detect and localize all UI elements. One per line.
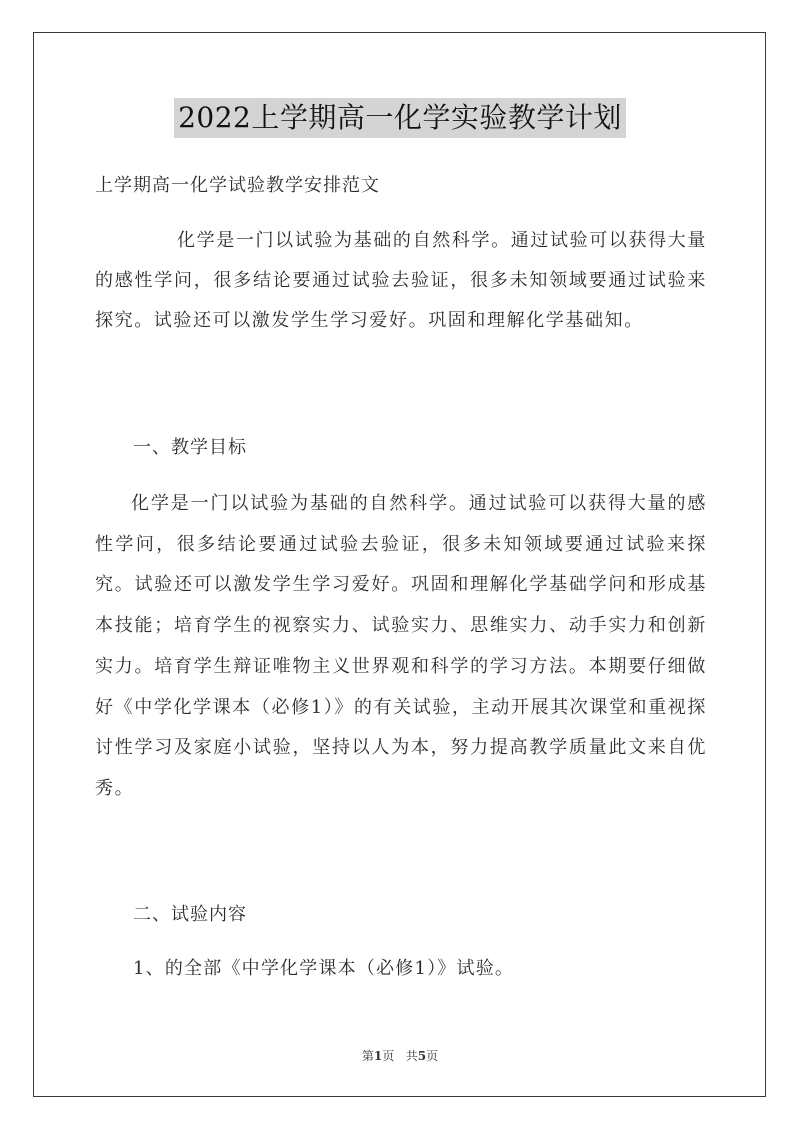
goals-paragraph: 化学是一门以试验为基础的自然科学。通过试验可以获得大量的感性学问，很多结论要通过试验去验证，很多未知领域要通过试验来探究。试验还可以激发学生学习爱好。巩固和理解化学基础学问和形成基本技能；培育学生的视察实力、试验实力、思维实力、动手实力和创新实力。培育学生辩证唯物主义世界观和科学的学习方法。本期要仔细做好《中学化学课本（必修1）》的有关试验，主动开展其次课堂和重视探讨性学习及家庭小试验，坚持以人为本，努力提高教学质量此文来自优秀。 bbox=[95, 493, 707, 799]
content-item-1: 1、的全部《中学化学课本（必修1）》试验。 bbox=[133, 958, 515, 979]
intro-paragraph: 化学是一门以试验为基础的自然科学。通过试验可以获得大量的感性学问，很多结论要通过试验去验证，很多未知领域要通过试验来探究。试验还可以激发学生学习爱好。巩固和理解化学基础知。 bbox=[95, 230, 707, 331]
document-title: 2022上学期高一化学实验教学计划 bbox=[174, 98, 626, 138]
section-heading-goals: 一、教学目标 bbox=[133, 437, 247, 458]
footer-page-number: 1 bbox=[373, 1049, 383, 1063]
footer-total-pages: 5 bbox=[417, 1049, 427, 1063]
footer-total-suffix: 页 bbox=[426, 1049, 439, 1063]
title-container bbox=[0, 98, 800, 138]
document-subtitle: 上学期高一化学试验教学安排范文 bbox=[95, 175, 380, 196]
section-heading-content: 二、试验内容 bbox=[133, 904, 247, 925]
footer-page-suffix: 页 bbox=[382, 1049, 395, 1063]
footer-prefix: 第 bbox=[361, 1049, 374, 1063]
page-footer bbox=[0, 1048, 800, 1064]
footer-total-prefix: 共 bbox=[405, 1049, 418, 1063]
